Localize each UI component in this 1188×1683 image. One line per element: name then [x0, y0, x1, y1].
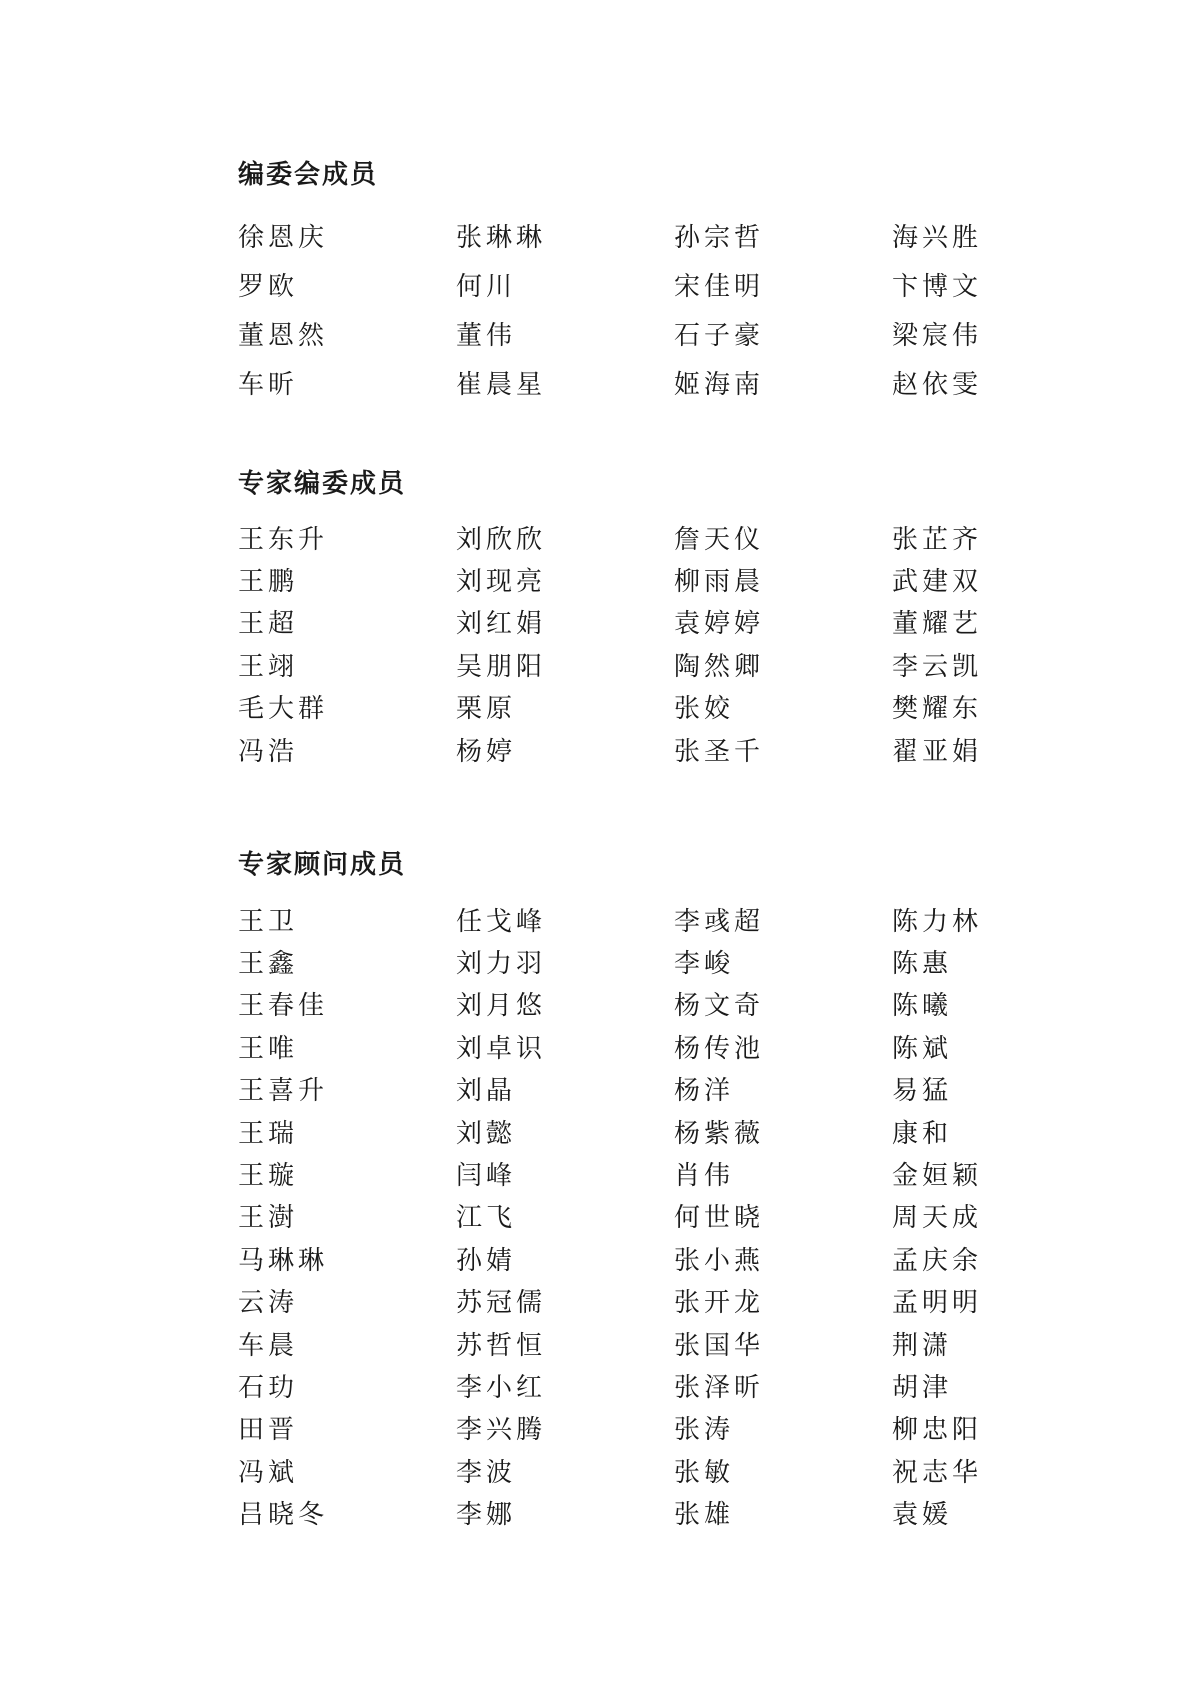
member-name: 王超 — [238, 609, 299, 640]
member-name: 董耀艺 — [892, 609, 983, 640]
member-name: 王澍 — [238, 1203, 299, 1234]
member-name: 杨洋 — [674, 1076, 735, 1107]
member-name: 梁宸伟 — [892, 321, 983, 351]
member-name: 王唯 — [238, 1033, 299, 1064]
member-name: 吕晓冬 — [238, 1500, 329, 1531]
member-name: 杨紫薇 — [674, 1118, 765, 1149]
member-name: 李兴腾 — [456, 1415, 547, 1446]
member-name: 陈惠 — [892, 949, 953, 980]
member-name: 李小红 — [456, 1372, 547, 1403]
member-name: 王鑫 — [238, 949, 299, 980]
member-name: 苏冠儒 — [456, 1288, 547, 1319]
member-name: 冯斌 — [238, 1457, 299, 1488]
section-title-editorial-board: 编委会成员 — [238, 160, 379, 190]
section-title-expert-advisors: 专家顾问成员 — [238, 850, 407, 880]
member-name: 肖伟 — [674, 1161, 735, 1192]
member-name: 卞博文 — [892, 272, 983, 302]
member-name: 张小燕 — [674, 1245, 765, 1276]
name-grid-expert-editorial-board — [238, 516, 998, 770]
member-name: 柳雨晨 — [674, 567, 765, 598]
member-name: 宋佳明 — [674, 272, 765, 302]
member-name: 李娜 — [456, 1500, 517, 1531]
member-name: 翟亚娟 — [892, 736, 983, 767]
member-name: 李云凯 — [892, 651, 983, 682]
member-name: 杨文奇 — [674, 991, 765, 1022]
member-name: 刘红娟 — [456, 609, 547, 640]
member-name: 詹天仪 — [674, 524, 765, 555]
member-name: 祝志华 — [892, 1457, 983, 1488]
member-name: 王东升 — [238, 524, 329, 555]
member-name: 赵依雯 — [892, 370, 983, 400]
member-name: 车昕 — [238, 370, 299, 400]
member-name: 王翊 — [238, 651, 299, 682]
member-name: 张国华 — [674, 1330, 765, 1361]
member-name: 李彧超 — [674, 906, 765, 937]
member-name: 武建双 — [892, 567, 983, 598]
member-name: 毛大群 — [238, 694, 329, 725]
member-name: 金姮颖 — [892, 1161, 983, 1192]
name-grid-editorial-board — [238, 211, 998, 407]
member-name: 刘懿 — [456, 1118, 517, 1149]
member-name: 王璇 — [238, 1161, 299, 1192]
member-name: 张泽昕 — [674, 1372, 765, 1403]
member-name: 杨婷 — [456, 736, 517, 767]
member-name: 王鹏 — [238, 567, 299, 598]
member-name: 姬海南 — [674, 370, 765, 400]
member-name: 海兴胜 — [892, 223, 983, 253]
member-name: 杨传池 — [674, 1033, 765, 1064]
member-name: 张圣千 — [674, 736, 765, 767]
member-name: 石玏 — [238, 1372, 299, 1403]
member-name: 刘欣欣 — [456, 524, 547, 555]
member-name: 袁婷婷 — [674, 609, 765, 640]
member-name: 康和 — [892, 1118, 953, 1149]
member-name: 何川 — [456, 272, 517, 302]
member-name: 樊耀东 — [892, 694, 983, 725]
member-name: 孙宗哲 — [674, 223, 765, 253]
member-name: 刘卓识 — [456, 1033, 547, 1064]
member-name: 孟庆余 — [892, 1245, 983, 1276]
member-name: 周天成 — [892, 1203, 983, 1234]
member-name: 易猛 — [892, 1076, 953, 1107]
member-name: 董伟 — [456, 321, 517, 351]
member-name: 王春佳 — [238, 991, 329, 1022]
member-name: 王瑞 — [238, 1118, 299, 1149]
member-name: 陈曦 — [892, 991, 953, 1022]
member-name: 崔晨星 — [456, 370, 547, 400]
member-name: 陈力林 — [892, 906, 983, 937]
member-name: 柳忠阳 — [892, 1415, 983, 1446]
member-name: 苏哲恒 — [456, 1330, 547, 1361]
member-name: 闫峰 — [456, 1161, 517, 1192]
member-name: 吴朋阳 — [456, 651, 547, 682]
member-name: 李峻 — [674, 949, 735, 980]
member-name: 江飞 — [456, 1203, 517, 1234]
member-name: 云涛 — [238, 1288, 299, 1319]
member-name: 张姣 — [674, 694, 735, 725]
member-name: 袁媛 — [892, 1500, 953, 1531]
member-name: 刘晶 — [456, 1076, 517, 1107]
member-name: 胡津 — [892, 1372, 953, 1403]
member-name: 李波 — [456, 1457, 517, 1488]
member-name: 刘月悠 — [456, 991, 547, 1022]
member-name: 刘力羽 — [456, 949, 547, 980]
member-name: 马琳琳 — [238, 1245, 329, 1276]
member-name: 孙婧 — [456, 1245, 517, 1276]
member-name: 王卫 — [238, 906, 299, 937]
member-name: 罗欧 — [238, 272, 299, 302]
member-name: 陈斌 — [892, 1033, 953, 1064]
member-name: 王喜升 — [238, 1076, 329, 1107]
section-title-expert-editorial-board: 专家编委成员 — [238, 469, 407, 499]
name-grid-expert-advisors — [238, 898, 998, 1534]
member-name: 张雄 — [674, 1500, 735, 1531]
member-name: 冯浩 — [238, 736, 299, 767]
member-name: 张涛 — [674, 1415, 735, 1446]
member-name: 栗原 — [456, 694, 517, 725]
member-name: 张敏 — [674, 1457, 735, 1488]
member-name: 石子豪 — [674, 321, 765, 351]
member-name: 孟明明 — [892, 1288, 983, 1319]
member-name: 张芷齐 — [892, 524, 983, 555]
member-name: 徐恩庆 — [238, 223, 329, 253]
member-name: 董恩然 — [238, 321, 329, 351]
member-name: 张开龙 — [674, 1288, 765, 1319]
member-name: 张琳琳 — [456, 223, 547, 253]
member-name: 任戈峰 — [456, 906, 547, 937]
member-name: 车晨 — [238, 1330, 299, 1361]
member-name: 何世晓 — [674, 1203, 765, 1234]
member-name: 田晋 — [238, 1415, 299, 1446]
member-name: 刘现亮 — [456, 567, 547, 598]
member-name: 荆潇 — [892, 1330, 953, 1361]
member-name: 陶然卿 — [674, 651, 765, 682]
